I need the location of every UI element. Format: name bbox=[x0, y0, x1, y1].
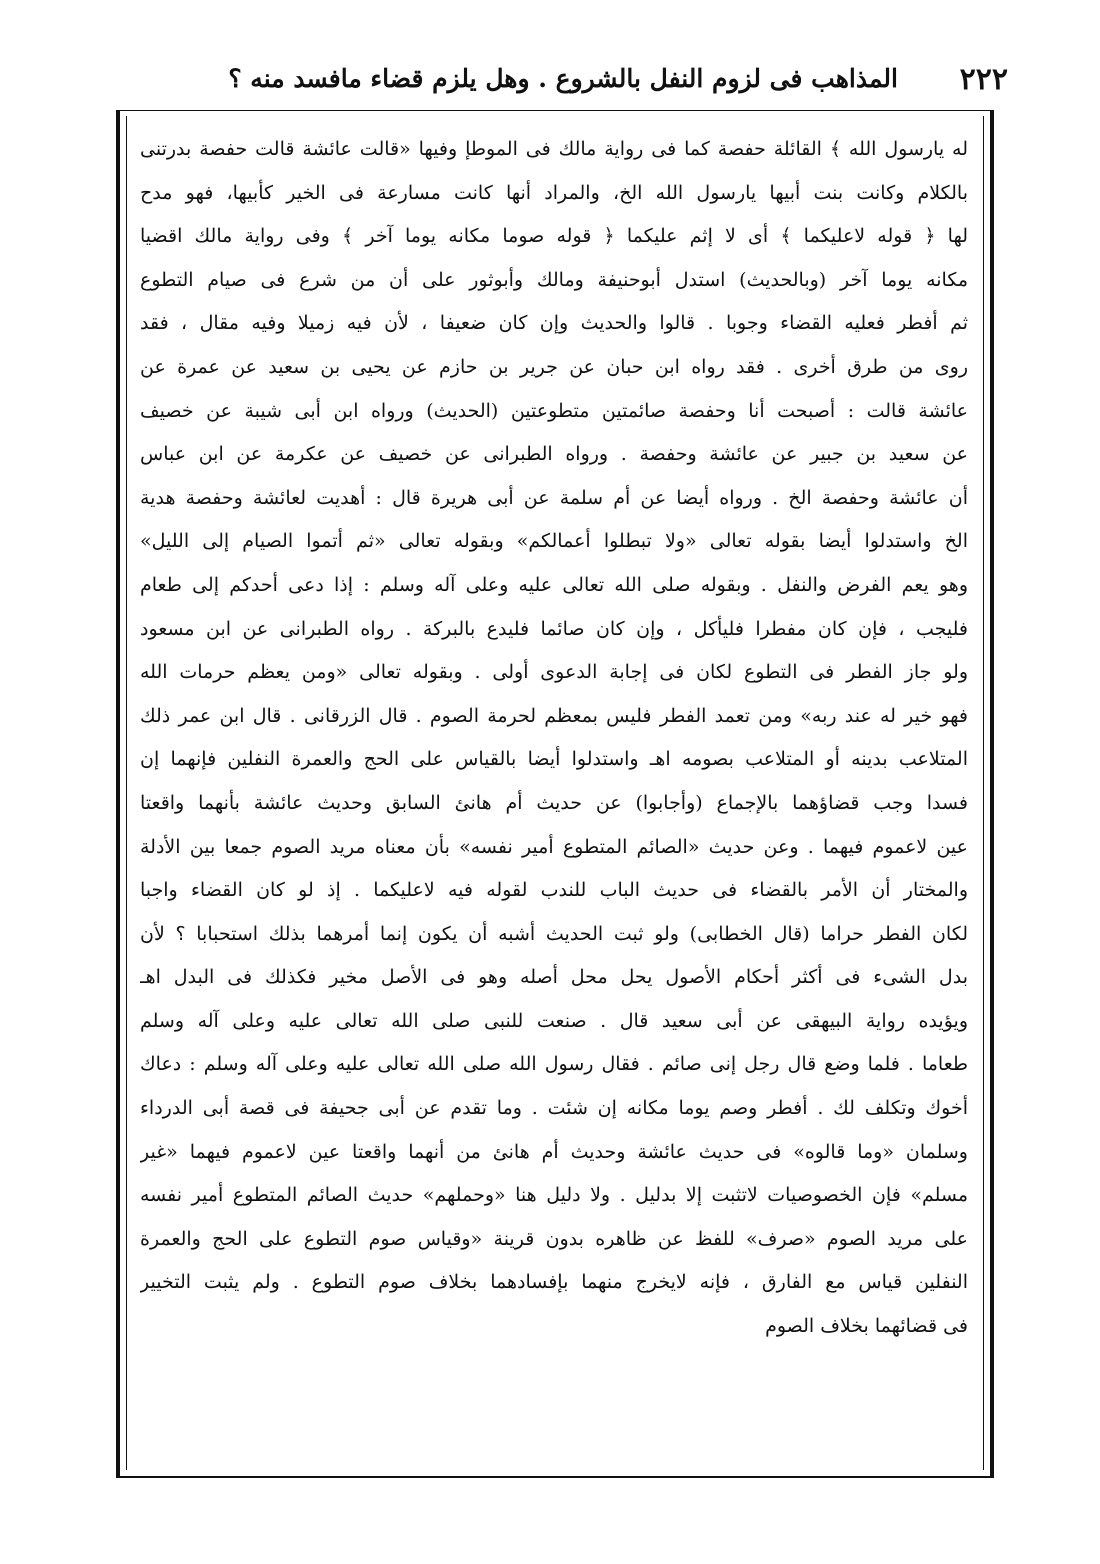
text-line: فسدا وجب قضاؤهما بالإجماع (وأجابوا) عن حديث أم هانئ السابق وحديث عائشة بأنهما واقعتا bbox=[140, 791, 968, 814]
text-line: فهو خير له عند ربه» ومن تعمد الفطر فليس بمعظم لحرمة الصوم . قال الزرقانى . قال ابن عمر ذلك bbox=[140, 704, 968, 727]
text-line: عن سعيد بن جبير عن عائشة وحفصة . ورواه الطبرانى عن خصيف عن عكرمة عن ابن عباس bbox=[140, 443, 968, 466]
text-line: ويؤيده رواية البيهقى عن أبى سعيد قال . صنعت للنبى صلى الله تعالى عليه وعلى آله وسلم bbox=[140, 1009, 968, 1032]
running-title: المذاهب فى لزوم النفل بالشروع . وهل يلزم قضاء مافسد منه ؟ bbox=[228, 64, 898, 93]
text-line: طعاما . فلما وضع قال رجل إنى صائم . فقال رسول الله صلى الله تعالى عليه وعلى آله وسلم : دعاك bbox=[140, 1053, 968, 1076]
text-line: مسلم» فإن الخصوصيات لاتثبت إلا بدليل . ولا دليل هنا «وحملهم» حديث الصائم المتطوع أمير نفسه bbox=[140, 1184, 968, 1207]
text-line: ثم أفطر فعليه القضاء وجوبا . قالوا والحديث وإن كان ضعيفا ، لأن فيه زميلا وفيه مقال ، فقد bbox=[140, 312, 968, 335]
text-line: عائشة قالت : أصبحت أنا وحفصة صائمتين متطوعتين (الحديث) ورواه ابن أبى شيبة عن خصيف bbox=[140, 399, 968, 422]
text-line: أن عائشة وحفصة الخ . ورواه أيضا عن أم سلمة عن أبى هريرة قال : أهديت لعائشة وحفصة هدية bbox=[140, 486, 968, 509]
text-line-last: فى قضائهما بخلاف الصوم bbox=[765, 1315, 968, 1338]
text-line: له يارسول الله ﴾ القائلة حفصة كما فى رواية مالك فى الموطإ وفيها «قالت عائشة قالت حفصة بدرتنى bbox=[140, 138, 968, 160]
text-line: ولو جاز الفطر فى التطوع لكان فى إجابة الدعوى أولى . وبقوله تعالى «ومن يعظم حرمات الله bbox=[140, 661, 968, 684]
text-line: وهو يعم الفرض والنفل . وبقوله صلى الله تعالى عليه وعلى آله وسلم : إذا دعى أحدكم إلى طعام bbox=[140, 573, 968, 596]
text-line: روى من طرق أخرى . فقد رواه ابن حبان عن جرير بن حازم عن يحيى بن سعيد عن عمرة عن bbox=[140, 355, 968, 378]
page-number: ٢٢٢ bbox=[959, 62, 1008, 97]
text-line: الخ واستدلوا أيضا بقوله تعالى «ولا تبطلوا أعمالكم» وبقوله تعالى «ثم أتموا الصيام إلى الليل» bbox=[140, 530, 968, 553]
text-line: فليجب ، فإن كان مفطرا فليأكل ، وإن كان صائما فليدع بالبركة . رواه الطبرانى عن ابن مسعود bbox=[140, 617, 968, 640]
text-line: النفلين قياس مع الفارق ، فإنه لايخرج منهما بإفسادهما بخلاف صوم التطوع . ولم يثبت التخيير bbox=[140, 1271, 968, 1294]
text-line: مكانه يوما آخر (وبالحديث) استدل أبوحنيفة ومالك وأبوثور على أن من شرع فى صيام التطوع bbox=[140, 268, 968, 291]
text-line: بالكلام وكانت بنت أبيها يارسول الله الخ، والمراد أنها كانت مسارعة فى الخير كأبيها، فهو مدح bbox=[140, 181, 968, 204]
text-line: والمختار أن الأمر بالقضاء فى حديث الباب للندب لقوله فيه لاعليكما . إذ لو كان القضاء واجبا bbox=[140, 879, 968, 902]
text-line: وسلمان «وما قالوه» فى حديث عائشة وحديث أم هانئ من أنهما واقعتا عين لاعموم فيهما «غير bbox=[140, 1140, 968, 1163]
page-header bbox=[108, 42, 1008, 102]
text-line: المتلاعب بدينه أو المتلاعب بصومه اهـ واستدلوا أيضا بالقياس على الحج والعمرة النفلين فإنهما إن bbox=[140, 748, 968, 771]
text-line: أخوك وتكلف لك . أفطر وصم يوما مكانه إن شئت . وما تقدم عن أبى جحيفة فى قصة أبى الدرداء bbox=[140, 1097, 968, 1120]
body-text bbox=[140, 128, 968, 1349]
text-line: على مريد الصوم «صرف» للفظ عن ظاهره بدون قرينة «وقياس صوم التطوع على الحج والعمرة bbox=[140, 1227, 968, 1250]
text-line: لكان الفطر حراما (قال الخطابى) ولو ثبت الحديث أشبه أن يكون إنما أمرهما بذلك استحبابا ؟ لأن bbox=[140, 922, 968, 945]
text-line: بدل الشىء فى أكثر أحكام الأصول يحل محل أصله وهو فى الأصل مخير فكذلك فى البدل اهـ bbox=[140, 966, 968, 989]
text-line: لها ﴿ قوله لاعليكما ﴾ أى لا إثم عليكما ﴿ قوله صوما مكانه يوما آخر ﴾ وفى رواية مالك اقضيا bbox=[140, 225, 968, 248]
text-line: عين لاعموم فيهما . وعن حديث «الصائم المتطوع أمير نفسه» بأن معناه مريد الصوم جمعا بين الأدلة bbox=[140, 835, 968, 858]
